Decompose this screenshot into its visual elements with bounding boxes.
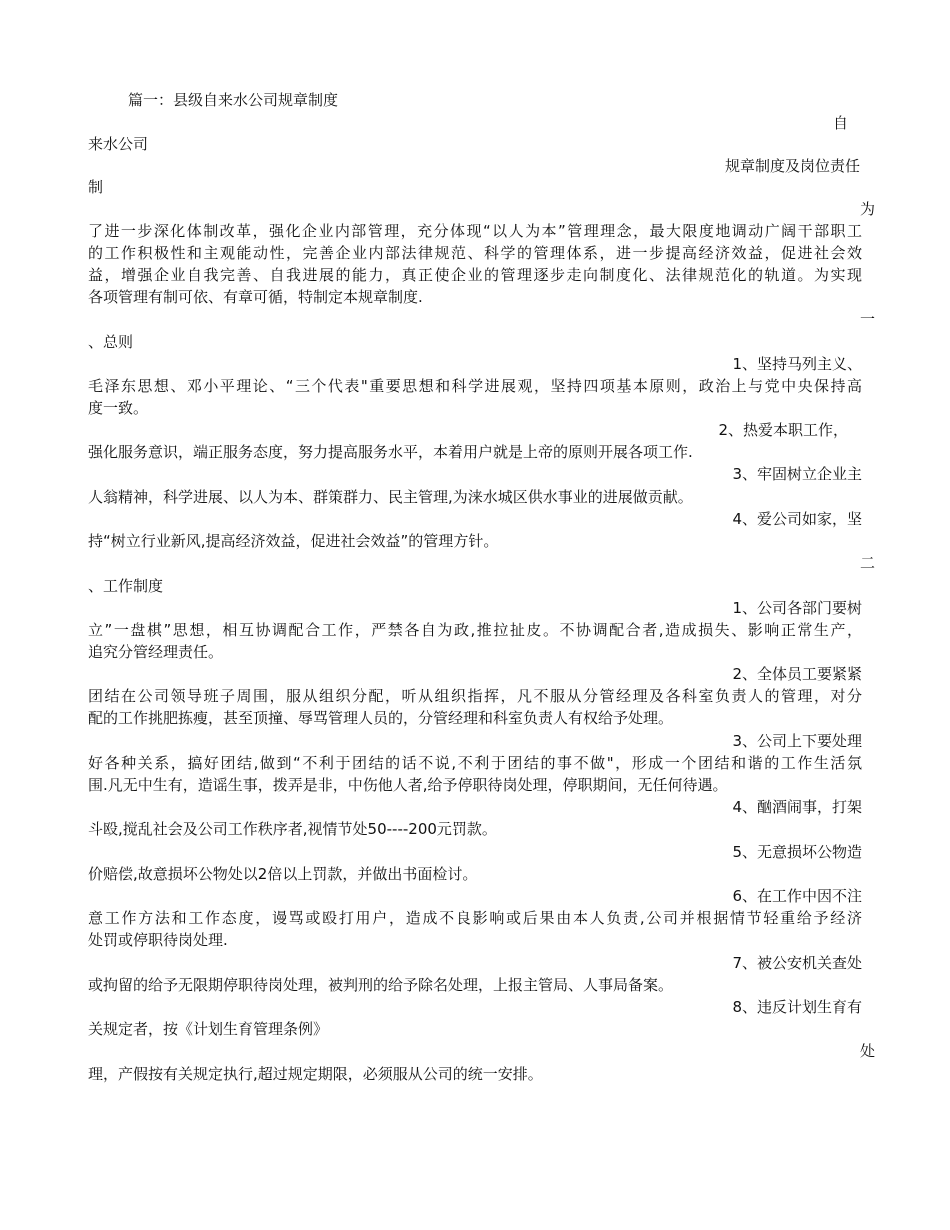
heading-fragment: 自: [832, 114, 848, 132]
item-line: 意工作方法和工作态度，谩骂或殴打用户，造成不良影响或后果由本人负责,公司并根据情节轻重给予经济: [88, 909, 862, 927]
item-line: 人翁精神，科学进展、以人为本、群策群力、民主管理,为涞水城区供水事业的进展做贡献。: [88, 488, 693, 506]
heading-fragment: 规章制度及岗位责任: [724, 157, 860, 175]
item-line: 团结在公司领导班子周围，服从组织分配，听从组织指挥，凡不服从分管经理及各科室负责人的管理，对分: [88, 687, 862, 705]
intro-start: 为: [860, 200, 876, 218]
item-lead: 7、被公安机关查处: [732, 954, 862, 972]
section-title: 、总则: [88, 333, 134, 351]
item-line: 好各种关系，搞好团结,做到“不利于团结的话不说,不利于团结的事不做"，形成一个团结和谐的工作生活氛: [88, 754, 862, 772]
doc-title: 篇一：县级自来水公司规章制度: [128, 91, 339, 109]
item-line: 度一致。: [88, 399, 149, 417]
intro-line: 了进一步深化体制改革，强化企业内部管理，充分体现“以人为本”管理理念，最大限度地调动广阔干部职工: [88, 222, 862, 240]
item-line: 持“树立行业新风,提高经济效益，促进社会效益”的管理方针。: [88, 532, 499, 550]
heading-fragment: 制: [88, 178, 104, 196]
item-line: 立”一盘棋”思想，相互协调配合工作，严禁各自为政,推拉扯皮。不协调配合者,造成损失、影响正常生产，: [88, 621, 862, 639]
section-number: 二: [860, 554, 876, 572]
heading-fragment: 来水公司: [88, 135, 149, 153]
item-line: 围.凡无中生有，造谣生事，拨弄是非，中伤他人者,给予停职待岗处理，停职期间，无任何待遇。: [88, 776, 728, 794]
item-lead: 1、坚持马列主义、: [732, 355, 862, 373]
intro-line: 益，增强企业自我完善、自我进展的能力，真正使企业的管理逐步走向制度化、法律规范化的轨道。为实现: [88, 266, 862, 284]
item-lead: 5、无意损坏公物造: [732, 843, 862, 861]
item-line: 处罚或停职待岗处理.: [88, 931, 228, 949]
item-line: 价赔偿,故意损坏公物处以2倍以上罚款，并做出书面检讨。: [88, 865, 478, 883]
item-line: 或拘留的给予无限期停职待岗处理，被判刑的给予除名处理，上报主管局、人事局备案。: [88, 976, 674, 994]
item-lead: 4、酗酒闹事，打架: [732, 798, 862, 816]
section-number: 一: [860, 310, 876, 328]
item-lead: 3、牢固树立企业主: [732, 465, 862, 483]
tail-start: 处: [860, 1042, 876, 1060]
intro-line: 各项管理有制可依、有章可循，特制定本规章制度.: [88, 288, 423, 306]
item-lead: 3、公司上下要处理: [732, 732, 862, 750]
tail-line: 理，产假按有关规定执行,超过规定期限，必须服从公司的统一安排。: [88, 1065, 543, 1083]
section-title: 、工作制度: [88, 577, 164, 595]
item-line: 毛泽东思想、邓小平理论、“三个代表"重要思想和科学进展观，坚持四项基本原则，政治上与党中央保持高: [88, 377, 862, 395]
item-line: 配的工作挑肥拣瘦，甚至顶撞、辱骂管理人员的，分管经理和科室负责人有权给予处理。: [88, 709, 674, 727]
item-lead: 6、在工作中因不注: [732, 887, 862, 905]
item-line: 斗殴,搅乱社会及公司工作秩序者,视情节处50----200元罚款。: [88, 820, 497, 838]
item-lead: 8、违反计划生育有: [732, 998, 862, 1016]
item-line: 关规定者，按《计划生育管理条例》: [88, 1020, 329, 1038]
intro-line: 的工作积极性和主观能动性，完善企业内部法律规范、科学的管理体系，进一步提高经济效益，促进社会效: [88, 244, 862, 262]
item-lead: 2、热爱本职工作，: [718, 421, 848, 439]
item-line: 追究分管经理责任。: [88, 643, 224, 661]
item-lead: 4、爱公司如家，坚: [732, 510, 862, 528]
item-line: 强化服务意识，端正服务态度，努力提高服务水平，本着用户就是上帝的原则开展各项工作.: [88, 443, 693, 461]
item-lead: 2、全体员工要紧紧: [732, 665, 862, 683]
item-lead: 1、公司各部门要树: [732, 599, 862, 617]
